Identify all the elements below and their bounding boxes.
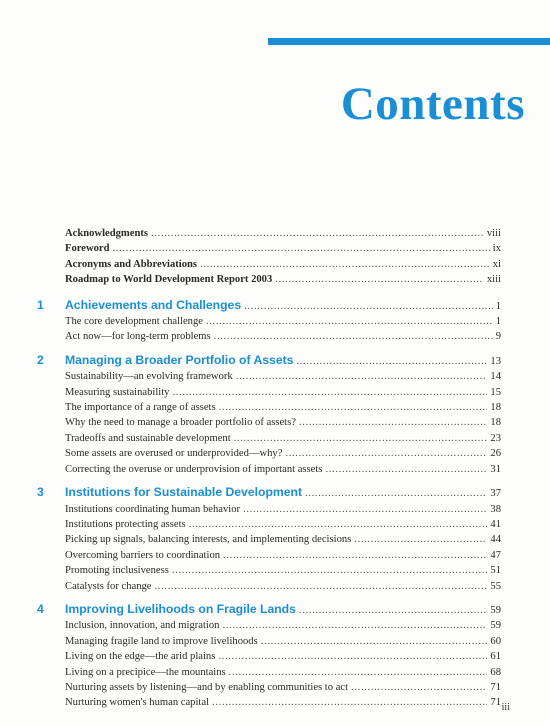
toc-entry-label: Foreword	[65, 243, 110, 255]
chapter-page: 59	[490, 604, 501, 616]
front-matter-list	[0, 226, 550, 288]
toc-entry[interactable]	[0, 226, 550, 241]
toc-entry-page: 23	[490, 432, 501, 444]
chapter-heading[interactable]	[0, 353, 550, 369]
toc-entry-page: viii	[486, 228, 501, 239]
toc-entry-page: 59	[490, 620, 501, 632]
chapter-title: Achievements and Challenges	[65, 297, 242, 312]
chapter-number: 3	[37, 485, 44, 500]
dot-leader	[206, 314, 493, 329]
dot-leader	[236, 369, 488, 384]
toc-entry-label: Catalysts for change	[65, 580, 152, 592]
toc-entry-label: Nurturing assets by listening—and by enabling communities to act	[65, 681, 349, 693]
dot-leader	[243, 502, 487, 517]
toc-entry[interactable]	[0, 257, 550, 272]
dot-leader	[244, 299, 493, 314]
toc-entry-label: Picking up signals, balancing interests, and implementing decisions	[65, 534, 352, 546]
toc-entry[interactable]	[0, 385, 550, 400]
chapter-number: 1	[37, 297, 44, 312]
dot-leader	[285, 446, 487, 461]
dot-leader	[218, 649, 487, 664]
dot-leader	[275, 272, 484, 287]
toc-entry-page: 38	[490, 503, 501, 515]
toc-entry-label: Living on the edge—the arid plains	[65, 651, 216, 663]
toc-entry-page: 61	[490, 651, 501, 663]
toc-entry-label: Institutions coordinating human behavior	[65, 503, 241, 515]
dot-leader	[222, 618, 487, 633]
toc-entry[interactable]	[0, 329, 550, 344]
toc-entry[interactable]	[0, 548, 550, 563]
toc-entry[interactable]	[0, 314, 550, 329]
page-number: iii	[501, 702, 510, 713]
toc-entry[interactable]	[0, 462, 550, 477]
toc-entry-label: Institutions protecting assets	[65, 518, 186, 530]
toc-entry-label: Nurturing women's human capital	[65, 697, 210, 709]
dot-leader	[155, 579, 488, 594]
toc-entry[interactable]	[0, 502, 550, 517]
toc-entry-label: Acronyms and Abbreviations	[65, 258, 198, 270]
toc-entry-label: Measuring sustainability	[65, 386, 170, 398]
toc-entry-label: The importance of a range of assets	[65, 402, 216, 414]
toc-entry-page: 71	[490, 697, 501, 709]
dot-leader	[299, 603, 487, 618]
toc-entry-page: 47	[490, 549, 501, 561]
toc-entry-page: 68	[490, 666, 501, 678]
toc-entry[interactable]	[0, 415, 550, 430]
toc-entry-page: 31	[490, 463, 501, 475]
page-title: Contents	[340, 78, 525, 130]
dot-leader	[151, 226, 484, 241]
dot-leader	[351, 680, 487, 695]
toc-entry[interactable]	[0, 634, 550, 649]
chapter-number: 4	[37, 601, 44, 616]
dot-leader	[299, 415, 487, 430]
toc-entry[interactable]	[0, 563, 550, 578]
toc-entry-page: 14	[490, 371, 501, 383]
toc-entry[interactable]	[0, 517, 550, 532]
toc-entry[interactable]	[0, 400, 550, 415]
dot-leader	[200, 257, 490, 272]
chapter-page: 1	[495, 300, 501, 312]
toc-entry-page: 1	[495, 316, 501, 328]
chapter-page: 13	[490, 355, 501, 367]
toc-entry-page: 26	[490, 448, 501, 460]
dot-leader	[229, 665, 488, 680]
dot-leader	[113, 241, 490, 256]
dot-leader	[234, 431, 488, 446]
toc-entry-label: Tradeoffs and sustainable development	[65, 432, 231, 444]
toc-entry-label: The core development challenge	[65, 316, 203, 328]
chapter-title: Institutions for Sustainable Development	[65, 485, 303, 500]
toc-entry-page: 18	[490, 417, 501, 429]
toc-entry[interactable]	[0, 618, 550, 633]
toc-entry[interactable]	[0, 272, 550, 287]
dot-leader	[325, 462, 487, 477]
toc-entry-page: 9	[495, 331, 501, 343]
chapter-heading[interactable]	[0, 485, 550, 501]
toc-entry-page: 51	[490, 565, 501, 577]
toc-entry-label: Inclusion, innovation, and migration	[65, 620, 220, 632]
toc-entry[interactable]	[0, 680, 550, 695]
toc-entry-page: xiii	[486, 274, 501, 286]
toc-entry[interactable]	[0, 241, 550, 256]
dot-leader	[219, 400, 488, 415]
dot-leader	[212, 695, 487, 710]
chapter-heading[interactable]	[0, 298, 550, 314]
toc-entry[interactable]	[0, 649, 550, 664]
dot-leader	[172, 385, 487, 400]
toc-entry[interactable]	[0, 431, 550, 446]
decorative-header-bar	[268, 38, 550, 45]
toc-entry[interactable]	[0, 579, 550, 594]
toc-entry-label: Sustainability—an evolving framework	[65, 371, 233, 383]
dot-leader	[189, 517, 488, 532]
toc-entry-page: 55	[490, 580, 501, 592]
toc-entry-page: 71	[490, 681, 501, 693]
toc-entry[interactable]	[0, 695, 550, 710]
chapter-title: Managing a Broader Portfolio of Assets	[65, 352, 294, 367]
chapter-heading[interactable]	[0, 602, 550, 618]
toc-entry-label: Living on a precipice—the mountains	[65, 666, 226, 678]
toc-entry-page: 60	[490, 635, 501, 647]
toc-entry-label: Some assets are overused or underprovided—why?	[65, 448, 283, 460]
toc-entry-label: Roadmap to World Development Report 2003	[65, 274, 273, 286]
toc-entry-label: Why the need to manage a broader portfolio of assets?	[65, 417, 296, 429]
toc-entry-label: Managing fragile land to improve livelihoods	[65, 635, 258, 647]
toc-entry-label: Act now—for long-term problems	[65, 331, 211, 343]
toc-entry-label: Promoting inclusiveness	[65, 565, 169, 577]
toc-entry-label: Acknowledgments	[65, 228, 148, 239]
toc-entry[interactable]	[0, 446, 550, 461]
dot-leader	[214, 329, 493, 344]
chapter-number: 2	[37, 352, 44, 367]
toc-entry-label: Overcoming barriers to coordination	[65, 549, 221, 561]
toc-entry-page: ix	[492, 243, 501, 255]
dot-leader	[354, 532, 487, 547]
toc-entry-page: 18	[490, 402, 501, 414]
dot-leader	[261, 634, 488, 649]
chapter-page: 37	[490, 488, 501, 500]
toc-entry-page: 44	[490, 534, 501, 546]
dot-leader	[296, 354, 487, 369]
dot-leader	[305, 486, 487, 501]
toc-entry-page: 41	[490, 518, 501, 530]
toc-entry[interactable]	[0, 532, 550, 547]
toc-entry[interactable]	[0, 369, 550, 384]
dot-leader	[223, 548, 487, 563]
toc-entry[interactable]	[0, 665, 550, 680]
toc-entry-page: 15	[490, 386, 501, 398]
dot-leader	[172, 563, 488, 578]
table-of-contents	[0, 226, 550, 711]
toc-entry-page: xi	[492, 258, 501, 270]
chapter-title: Improving Livelihoods on Fragile Lands	[65, 601, 296, 616]
toc-entry-label: Correcting the overuse or underprovision of important assets	[65, 463, 323, 475]
